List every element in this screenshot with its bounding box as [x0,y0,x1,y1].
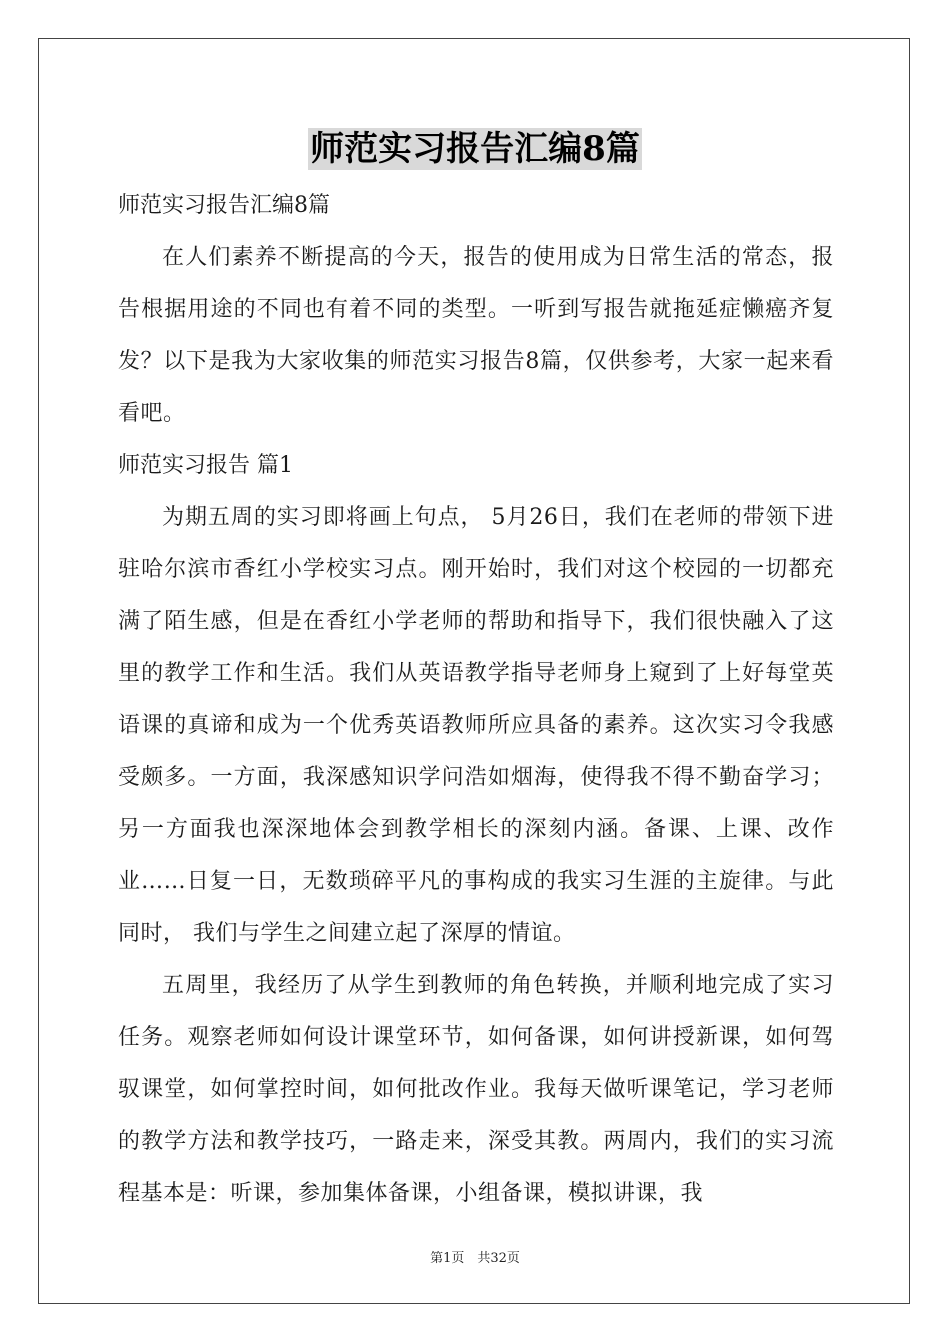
document-body [118,180,834,1220]
intro-paragraph: 在人们素养不断提高的今天，报告的使用成为日常生活的常态，报告根据用途的不同也有着不同的类型。一听到写报告就拖延症懒癌齐复发？以下是我为大家收集的师范实习报告8篇，仅供参考，大家一起来看看吧。 [118,245,834,426]
page-footer: 第1页 共32页 [430,1251,520,1266]
body-paragraph-1: 为期五周的实习即将画上句点， 5月26日，我们在老师的带领下进驻哈尔滨市香红小学校实习点。刚开始时，我们对这个校园的一切都充满了陌生感，但是在香红小学老师的帮助和指导下，我们很快融入了这里的教学工作和生活。我们从英语教学指导老师身上窥到了上好每堂英语课的真谛和成为一个优秀英语教师所应具备的素养。这次实习令我感受颇多。一方面，我深感知识学问浩如烟海，使得我不得不勤奋学习；另一方面我也深深地体会到教学相长的深刻内涵。备课、上课、改作业……日复一日，无数琐碎平凡的事构成的我实习生涯的主旋律。与此同时， 我们与学生之间建立起了深厚的情谊。 [118,505,834,946]
document-subtitle: 师范实习报告汇编8篇 [118,193,330,218]
title-container [0,128,950,170]
document-title: 师范实习报告汇编8篇 [310,129,640,169]
section-heading: 师范实习报告 篇1 [118,453,293,478]
body-paragraph-2: 五周里，我经历了从学生到教师的角色转换，并顺利地完成了实习任务。观察老师如何设计课堂环节，如何备课，如何讲授新课，如何驾驭课堂，如何掌控时间，如何批改作业。我每天做听课笔记，学习老师的教学方法和教学技巧，一路走来，深受其教。两周内，我们的实习流程基本是：听课，参加集体备课，小组备课，模拟讲课，我 [118,973,834,1206]
